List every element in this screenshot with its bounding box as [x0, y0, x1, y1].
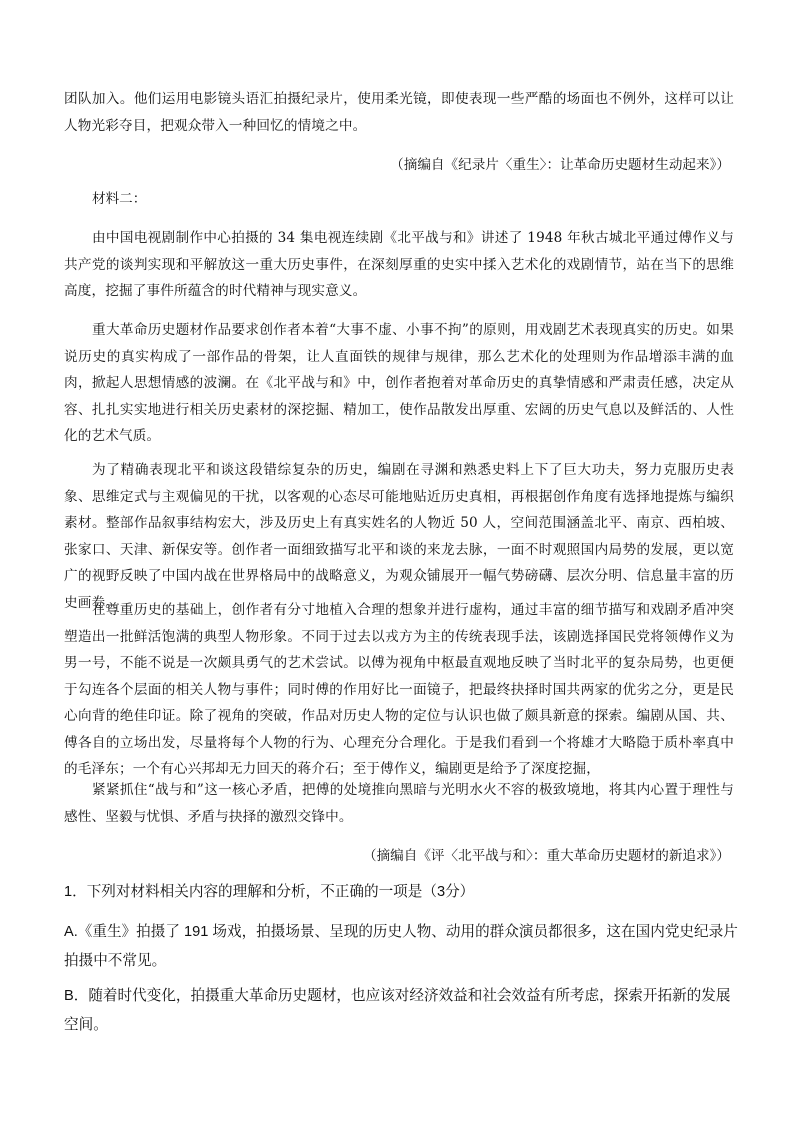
source-citation-1: （摘编自《纪录片〈重生〉：让革命历史题材生动起来》） [390, 157, 730, 173]
body-paragraph-3: 为了精确表现北平和谈这段错综复杂的历史，编剧在寻渊和熟悉史料上下了巨大功夫，努力克服历史表象、思维定式与主观偏见的干扰，以客观的心态尽可能地贴近历史真相，再根据创作角度有选择地提炼与编织素材。整部作品叙事结构宏大，涉及历史上有真实姓名的人物近 50 人，空间范围涵盖北平、南京、西柏坡、张家口、天津、新保安等。创作者一面细致描写北平和谈的来龙去脉，一面不时观照国内局势的发展，更以宽广的视野反映了中国内战在世界格局中的战略意义，为观众铺展开一幅气势磅礴、层次分明、信息量丰富的历史画卷。 [64, 462, 734, 611]
body-paragraph-1: 由中国电视剧制作中心拍摄的 34 集电视连续剧《北平战与和》讲述了 1948 年秋古城北平通过傅作义与共产党的谈判实现和平解放这一重大历史事件，在深刻厚重的史实中揉入艺术化的戏剧情节，站在当下的思维高度，挖掘了事件所蕴含的时代精神与现实意义。 [64, 230, 734, 299]
question-stem: 1．下列对材料相关内容的理解和分析，不正确的一项是（3分） [64, 884, 475, 900]
continued-paragraph: 团队加入。他们运用电影镜头语汇拍摄纪录片，使用柔光镜，即使表现一些严酷的场面也不例外，这样可以让人物光彩夺目，把观众带入一种回忆的情境之中。 [64, 91, 734, 134]
source-citation-2: （摘编自《评〈北平战与和〉：重大革命历史题材的新追求》） [362, 848, 730, 864]
option-b[interactable]: B．随着时代变化，拍摄重大革命历史题材，也应该对经济效益和社会效益有所考虑，探索开拓新的发展空间。 [64, 988, 731, 1033]
material-2-heading: 材料二： [92, 191, 147, 207]
body-paragraph-5: 紧紧抓住“战与和”这一核心矛盾，把傅的处境推向黑暗与光明水火不容的极致境地，将其内心置于理性与感性、坚毅与忧惧、矛盾与抉择的激烈交锋中。 [64, 782, 734, 825]
body-paragraph-2: 重大革命历史题材作品要求创作者本着“大事不虚、小事不拘”的原则，用戏剧艺术表现真实的历史。如果说历史的真实构成了一部作品的骨架，让人直面铁的规律与规律，那么艺术化的处理则为作品增添丰满的血肉，掀起人思想情感的波澜。在《北平战与和》中，创作者抱着对革命历史的真挚情感和严肃责任感，决定从容、扎扎实实地进行相关历史素材的深挖掘、精加工，使作品散发出厚重、宏阔的历史气息以及鲜活的、人性化的艺术气质。 [64, 322, 734, 444]
body-paragraph-4: 在尊重历史的基础上，创作者有分寸地植入合理的想象并进行虚构，通过丰富的细节描写和戏剧矛盾冲突塑造出一批鲜活饱满的典型人物形象。不同于过去以戎方为主的传统表现手法，该剧选择国民党将领傅作义为男一号，不能不说是一次颇具勇气的艺术尝试。以傅为视角中枢最直观地反映了当时北平的复杂局势，也更便于勾连各个层面的相关人物与事件；同时傅的作用好比一面镜子，把最终抉择时国共两家的优劣之分，更是民心向背的绝佳印证。除了视角的突破，作品对历史人物的定位与认识也做了颇具新意的探索。编剧从国、共、傅各自的立场出发，尽量将每个人物的行为、心理充分合理化。于是我们看到一个将雄才大略隐于质朴率真中的毛泽东；一个有心兴邦却无力回天的蒋介石；至于傅作义，编剧更是给予了深度挖掘， [64, 602, 734, 777]
option-a[interactable]: A.《重生》拍摄了 191 场戏，拍摄场景、呈现的历史人物、动用的群众演员都很多，这在国内党史纪录片拍摄中不常见。 [64, 924, 738, 969]
